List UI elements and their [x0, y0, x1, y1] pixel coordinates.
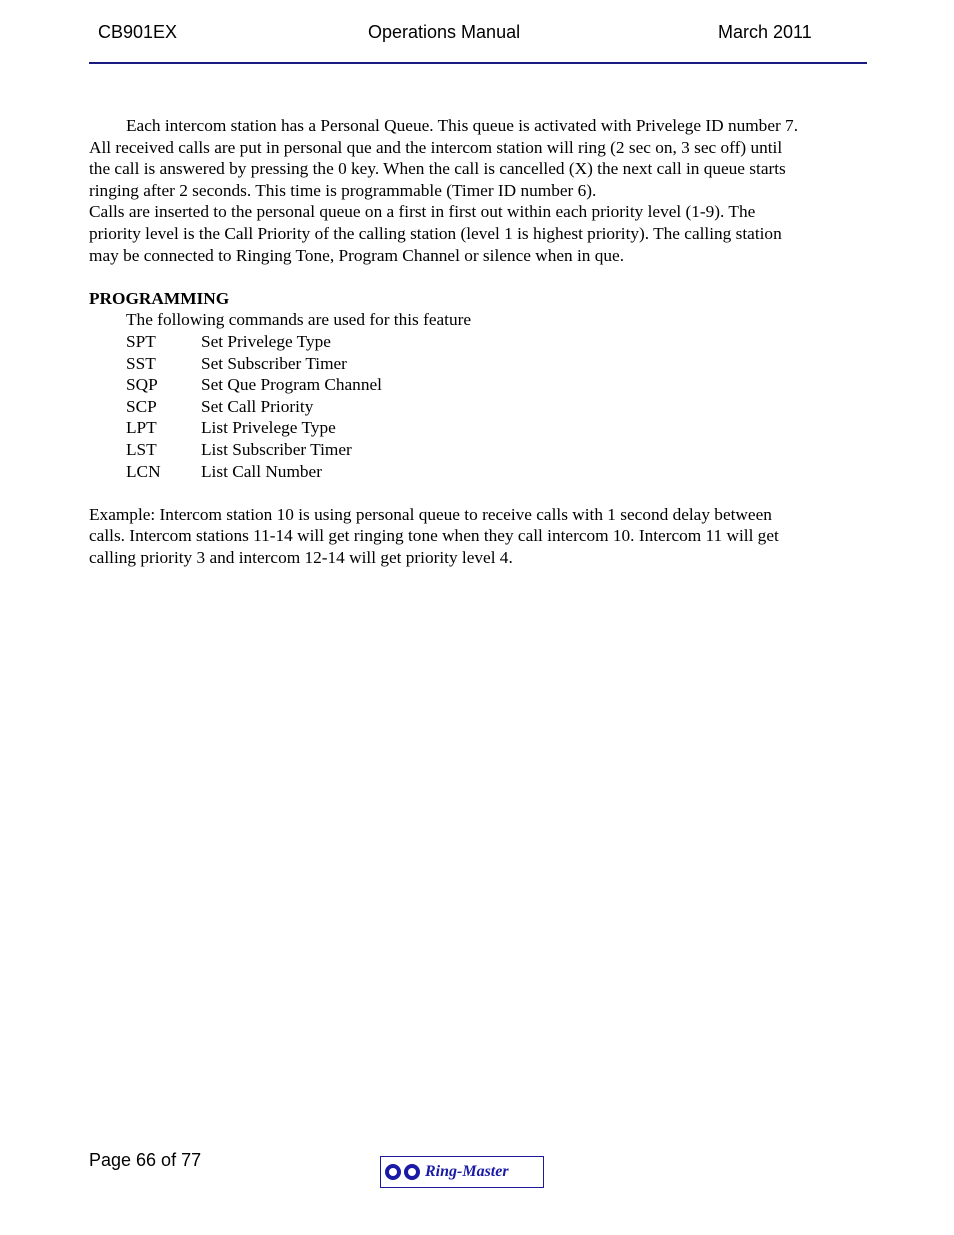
spacer — [89, 482, 859, 504]
command-list — [89, 331, 859, 482]
commands-intro: The following commands are used for this feature — [126, 310, 472, 330]
header-date: March 2011 — [718, 22, 812, 42]
command-description: List Call Number — [201, 461, 322, 481]
command-row — [89, 396, 859, 418]
command-code: SCP — [126, 396, 157, 416]
header-divider — [89, 62, 867, 64]
intro-paragraph: Each intercom station has a Personal Queue. This queue is activated with Privelege ID number 7. All received calls are put in personal que and the intercom station will ring (2 sec on, 3 sec off) until the call is answered by pressing the 0 key. When the call is cancelled (X) the next call in queue starts ringing after 2 seconds. This time is programmable (Timer ID number 6). — [89, 116, 799, 200]
command-description: Set Call Priority — [201, 396, 314, 416]
command-description: Set Privelege Type — [201, 331, 331, 351]
command-code: LCN — [126, 461, 161, 481]
command-code: LST — [126, 439, 157, 459]
command-row — [89, 439, 859, 461]
ring-master-logo — [380, 1156, 544, 1188]
logo-rings-icon — [385, 1164, 423, 1180]
command-row — [89, 353, 859, 375]
command-row — [89, 374, 859, 396]
priority-paragraph: Calls are inserted to the personal queue on a first in first out within each priority level (1-9). The priority level is the Call Priority of the calling station (level 1 is highest priority). The calling station may be connected to Ringing Tone, Program Channel or silence when in que. — [89, 202, 782, 265]
page-body — [89, 115, 859, 568]
command-code: LPT — [126, 418, 157, 438]
page-number: Page 66 of 77 — [89, 1150, 202, 1170]
command-description: List Subscriber Timer — [201, 439, 352, 459]
command-row — [89, 461, 859, 483]
logo-text: Ring-Master — [425, 1163, 509, 1180]
command-description: Set Que Program Channel — [201, 375, 382, 395]
command-code: SQP — [126, 375, 158, 395]
command-code: SPT — [126, 331, 156, 351]
programming-heading: PROGRAMMING — [89, 288, 230, 308]
header-title: Operations Manual — [368, 22, 521, 42]
command-code: SST — [126, 353, 156, 373]
spacer — [89, 266, 859, 288]
command-description: Set Subscriber Timer — [201, 353, 347, 373]
command-row — [89, 417, 859, 439]
ring-icon — [385, 1164, 401, 1180]
header-model: CB901EX — [98, 22, 178, 42]
ring-icon — [404, 1164, 420, 1180]
command-row — [89, 331, 859, 353]
command-description: List Privelege Type — [201, 418, 336, 438]
example-paragraph: Example: Intercom station 10 is using personal queue to receive calls with 1 second delay between calls. Intercom stations 11-14 will get ringing tone when they call intercom 10. Intercom 11 will get calling priority 3 and intercom 12-14 will get priority level 4. — [89, 504, 779, 567]
